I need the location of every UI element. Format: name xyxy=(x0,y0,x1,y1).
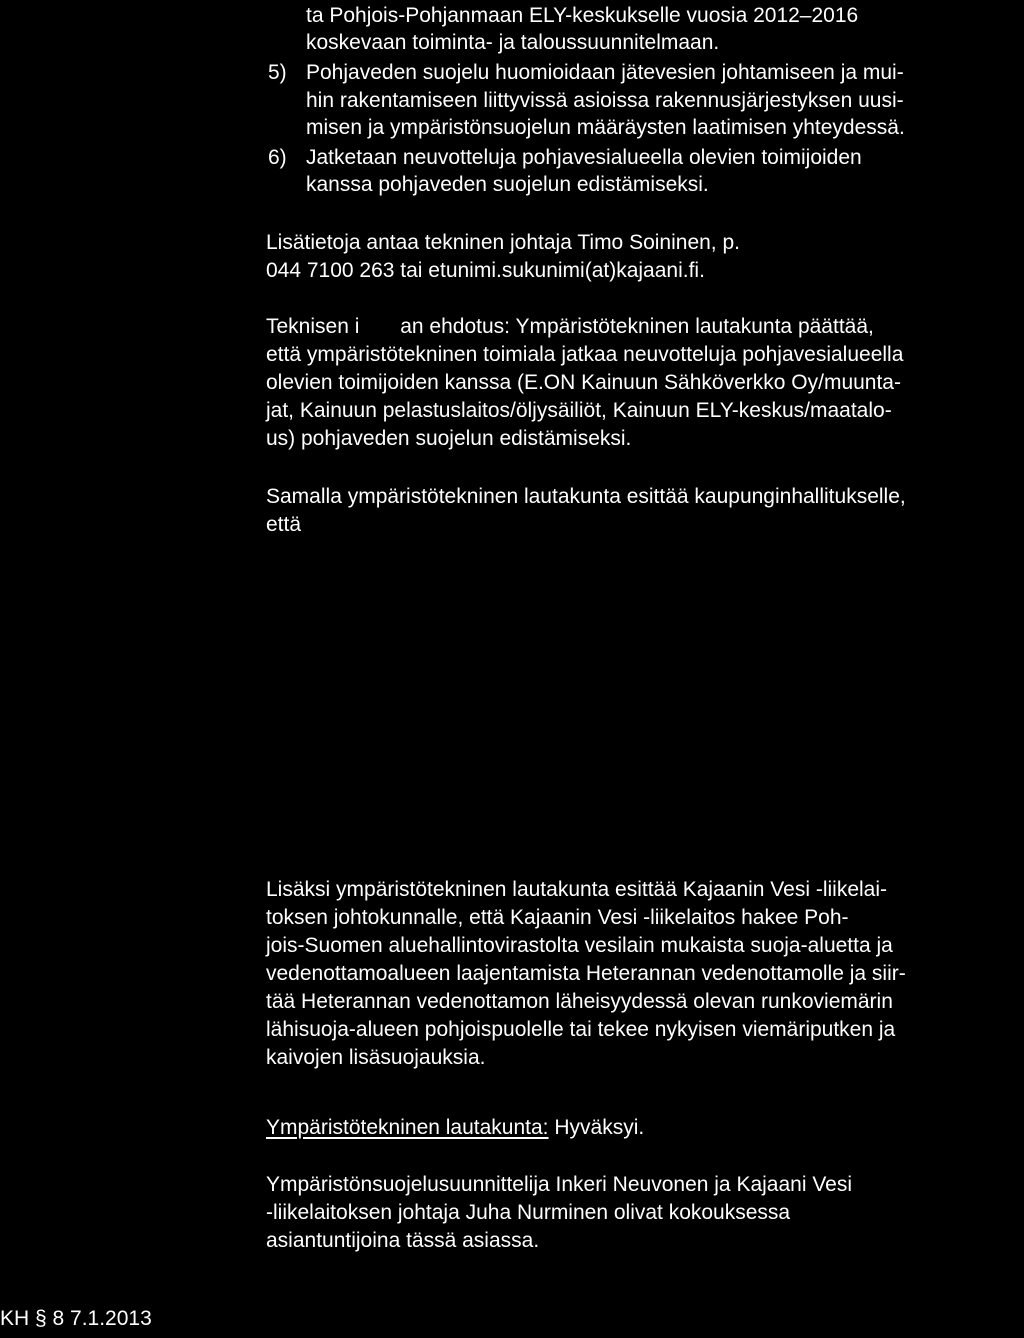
intro-line-2: koskevaan toiminta- ja taloussuunnitelmaan. xyxy=(306,31,720,54)
lisaksi-line-2: toksen johtokunnalle, että Kajaanin Vesi -liikelaitos hakee Poh- xyxy=(266,906,849,929)
item-6-line-1: Jatketaan neuvotteluja pohjavesialueella olevien toimijoiden xyxy=(306,146,862,169)
info-line-1: Lisätietoja antaa tekninen johtaja Timo Soininen, p. xyxy=(266,231,740,254)
item-5-number: 5) xyxy=(268,61,287,84)
lisaksi-line-4: vedenottamoalueen laajentamista Heterannan vedenottamolle ja siir- xyxy=(266,962,906,985)
info-line-2: 044 7100 263 tai etunimi.sukunimi(at)kajaani.fi. xyxy=(266,259,705,282)
decision-value: Hyväksyi. xyxy=(548,1116,645,1139)
experts-line-1: Ympäristönsuojelusuunnittelija Inkeri Neuvonen ja Kajaani Vesi xyxy=(266,1173,853,1196)
item-6-line-2: kanssa pohjaveden suojelun edistämiseksi. xyxy=(306,173,709,196)
proposal-line-2: että ympäristötekninen toimiala jatkaa neuvotteluja pohjavesialueella xyxy=(266,343,904,366)
decision-line xyxy=(266,1114,644,1141)
experts-line-3: asiantuntijoina tässä asiassa. xyxy=(266,1229,540,1252)
intro-line-1: ta Pohjois-Pohjanmaan ELY-keskukselle vuosia 2012–2016 xyxy=(306,4,859,27)
proposal-line-5: us) pohjaveden suojelun edistämiseksi. xyxy=(266,427,632,450)
proposal-line-4: jat, Kainuun pelastuslaitos/öljysäiliöt, Kainuun ELY-keskus/maatalo- xyxy=(266,399,892,422)
proposal-line-3: olevien toimijoiden kanssa (E.ON Kainuun Sähköverkko Oy/muunta- xyxy=(266,371,901,394)
item-6-number: 6) xyxy=(268,146,287,169)
item-5-line-2: hin rakentamiseen liittyvissä asioissa rakennusjärjestyksen uusi- xyxy=(306,89,904,112)
experts-line-2: -liikelaitoksen johtaja Juha Nurminen olivat kokouksessa xyxy=(266,1201,791,1224)
lisaksi-line-1: Lisäksi ympäristötekninen lautakunta esittää Kajaanin Vesi -liikelai- xyxy=(266,878,887,901)
lisaksi-line-6: lähisuoja-alueen pohjoispuolelle tai tekee nykyisen viemäriputken ja xyxy=(266,1018,896,1041)
samalla-line-2: että xyxy=(266,513,302,536)
samalla-line-1: Samalla ympäristötekninen lautakunta esittää kaupunginhallitukselle, xyxy=(266,485,906,508)
item-5-line-1: Pohjaveden suojelu huomioidaan jätevesien johtamiseen ja mui- xyxy=(306,61,904,84)
lisaksi-line-5: tää Heterannan vedenottamon läheisyydessä olevan runkoviemärin xyxy=(266,990,893,1013)
proposal-text-1: Ympäristötekninen lautakunta päättää, xyxy=(509,315,874,338)
lisaksi-line-7: kaivojen lisäsuojauksia. xyxy=(266,1046,486,1069)
proposal-line-1 xyxy=(266,313,874,340)
lisaksi-line-3: jois-Suomen aluehallintovirastolta vesilain mukaista suoja-aluetta ja xyxy=(266,934,893,957)
decision-label: Ympäristötekninen lautakunta: xyxy=(266,1116,549,1139)
item-5-line-3: misen ja ympäristönsuojelun määräysten laatimisen yhteydessä. xyxy=(306,116,905,139)
footer-reference: KH § 8 7.1.2013 xyxy=(0,1307,152,1330)
proposal-label: Teknisen i an ehdotus: xyxy=(266,315,510,338)
